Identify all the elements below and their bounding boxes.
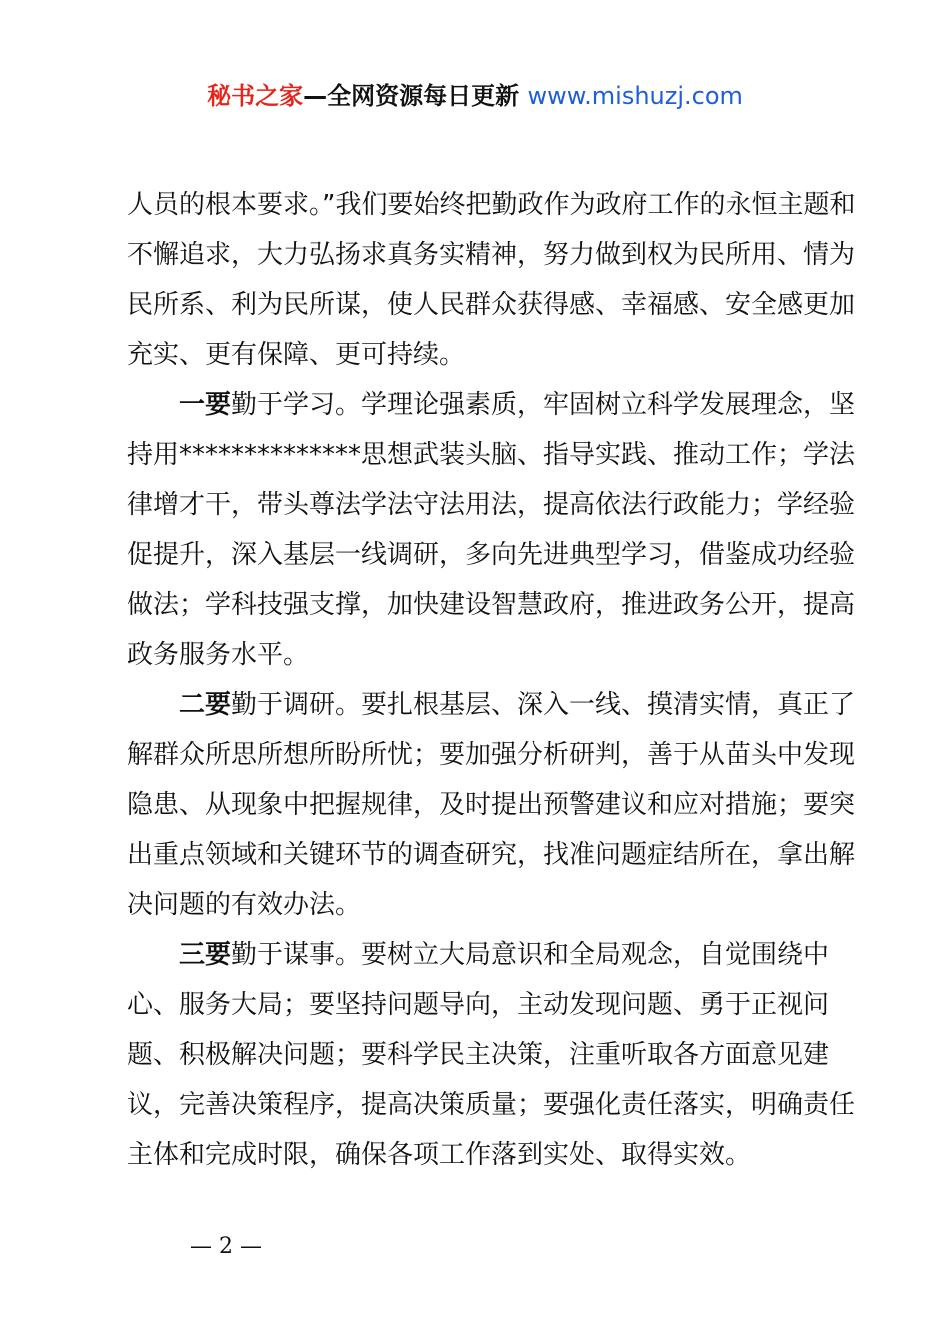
paragraph-lead: 三要 xyxy=(179,940,232,970)
page-number: — 2 — xyxy=(190,1234,262,1259)
paragraph-continuation xyxy=(127,180,857,380)
paragraph-study xyxy=(127,380,857,680)
site-url-link[interactable]: www.mishuzj.com xyxy=(527,82,743,110)
paragraph-research xyxy=(127,680,857,930)
site-header xyxy=(0,80,950,112)
document-body xyxy=(127,180,857,1180)
header-slogan: —全网资源每日更新 xyxy=(303,82,528,110)
paragraph-lead: 二要 xyxy=(179,690,232,720)
paragraph-text: 勤于调研。要扎根基层、深入一线、摸清实情，真正了解群众所思所想所盼所忧；要加强分析研判，善于从苗头中发现隐患、从现象中把握规律，及时提出预警建议和应对措施；要突出重点领域和关键环节的调查研究，找准问题症结所在，拿出解决问题的有效办法。 xyxy=(127,690,856,920)
paragraph-text: 人员的根本要求。”我们要始终把勤政作为政府工作的永恒主题和不懈追求，大力弘扬求真务实精神，努力做到权为民所用、情为民所系、利为民所谋，使人民群众获得感、幸福感、安全感更加充实、更有保障、更可持续。 xyxy=(127,190,856,370)
paragraph-planning xyxy=(127,930,857,1180)
paragraph-lead: 一要 xyxy=(179,390,232,420)
paragraph-text: 勤于学习。学理论强素质，牢固树立科学发展理念，坚持用**************思想武装头脑、指导实践、推动工作；学法律增才干，带头尊法学法守法用法，提高依法行政能力；学经验促提升，深入基层一线调研，多向先进典型学习，借鉴成功经验做法；学科技强支撑，加快建设智慧政府，推进政务公开，提高政务服务水平。 xyxy=(127,390,856,670)
brand-name: 秘书之家 xyxy=(207,82,304,110)
paragraph-text: 勤于谋事。要树立大局意识和全局观念，自觉围绕中心、服务大局；要坚持问题导向，主动发现问题、勇于正视问题、积极解决问题；要科学民主决策，注重听取各方面意见建议，完善决策程序，提高决策质量；要强化责任落实，明确责任主体和完成时限，确保各项工作落到实处、取得实效。 xyxy=(127,940,856,1170)
